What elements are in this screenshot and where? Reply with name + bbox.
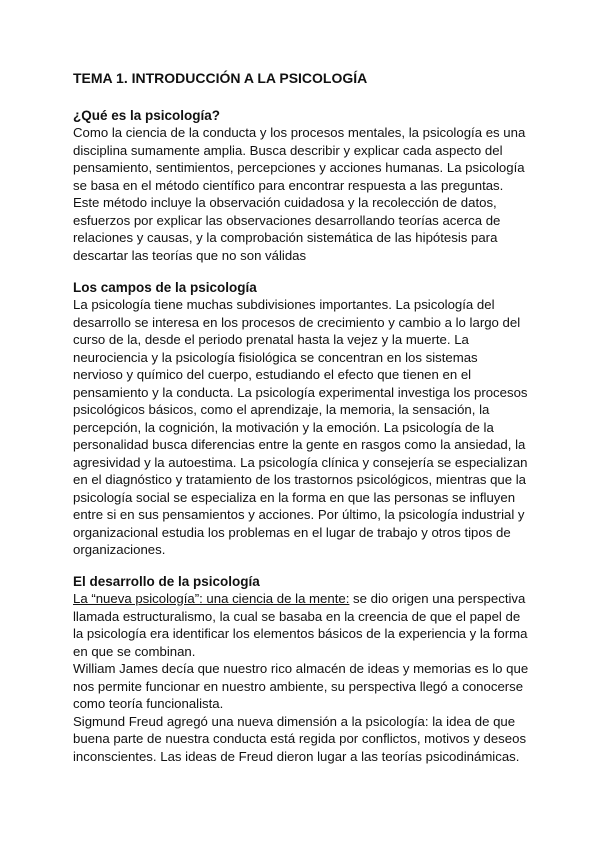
paragraph-line: en que se combinan. [73,643,196,659]
paragraph-line: pensamiento, sentimientos, percepciones y acciones humanas. La psicología [73,160,525,175]
paragraph-line: psicología social se especializa en la forma en que las personas se influyen [73,489,516,505]
section-paragraph-campos [73,296,533,559]
paragraph-line: llamada estructuralismo, la cual se basaba en la creencia de que el papel de [73,608,521,624]
paragraph-line: Sigmund Freud agregó una nueva dimensión a la psicología: la idea de que [73,713,516,729]
section-paragraph-que-es [73,124,533,264]
paragraph-line: pensamiento y la conducta. La psicología experimental investiga los procesos [73,384,528,400]
section-paragraph-desarrollo [73,590,533,765]
section-heading-desarrollo: El desarrollo de la psicología [73,574,260,589]
paragraph-line: nos permite funcionar en nuestro ambiente, su perspectiva llegó a conocerse [73,678,524,694]
paragraph-line: en el diagnóstico y tratamiento de los trastornos psicológicos, mientras que la [73,472,527,487]
paragraph-line: percepción, la cognición, la motivación y la emoción. La psicología de la [73,419,494,435]
paragraph-line: descartar las teorías que no son válidas [73,247,307,263]
paragraph-line: entre si en sus pensamientos y acciones. Por último, la psicología industrial y [73,507,525,522]
paragraph-line: psicológicos básicos, como el aprendizaje, la memoria, la sensación, la [73,402,490,417]
paragraph-line: organizaciones. [73,542,166,557]
paragraph-line: la psicología era identificar los elementos básicos de la experiencia y la forma [73,626,528,641]
paragraph-line: Como la ciencia de la conducta y los procesos mentales, la psicología es una [73,125,526,140]
paragraph-line: organizacional estudia los problemas en el lugar de trabajo y otros tipos de [73,524,511,540]
paragraph-line: como teoría funcionalista. [73,696,224,711]
paragraph-line: inconscientes. Las ideas de Freud dieron lugar a las teorías psicodinámicas. [73,748,520,764]
paragraph-line: Este método incluye la observación cuidadosa y la recolección de datos, [73,195,497,210]
paragraph-line: buena parte de nuestra conducta está regida por conflictos, motivos y deseos [73,731,527,746]
paragraph-line: William James decía que nuestro rico almacén de ideas y memorias es lo que [73,661,529,676]
paragraph-lead-line [73,590,533,608]
document-title: TEMA 1. INTRODUCCIÓN A LA PSICOLOGÍA [73,70,368,86]
paragraph-line: desarrollo se interesa en los procesos de crecimiento y cambio a lo largo del [73,314,521,330]
paragraph-line: nervioso y químico del cuerpo, estudiando el efecto que tienen en el [73,367,472,382]
paragraph-line: se basa en el método científico para encontrar respuesta a las preguntas. [73,177,504,193]
underlined-subtitle: La “nueva psicología”: una ciencia de la mente: [73,591,350,606]
paragraph-line: personalidad busca diferencias entre la gente en rasgos como la ansiedad, la [73,437,526,452]
paragraph-line: curso de la, desde el periodo prenatal hasta la vejez y la muerte. La [73,332,469,347]
lead-line-rest: se dio origen una perspectiva [349,591,526,606]
paragraph-line: disciplina sumamente amplia. Busca describir y explicar cada aspecto del [73,142,503,158]
paragraph-line: neurociencia y la psicología fisiológica se concentran en los sistemas [73,349,478,365]
paragraph-line: La psicología tiene muchas subdivisiones importantes. La psicología del [73,297,495,312]
paragraph-line: esfuerzos por explicar las observaciones desarrollando teorías acerca de [73,212,501,228]
paragraph-line: relaciones y causas, y la comprobación sistemática de las hipótesis para [73,230,498,245]
section-heading-que-es: ¿Qué es la psicología? [73,108,221,123]
section-heading-campos: Los campos de la psicología [73,280,257,295]
paragraph-line: agresividad y la autoestima. La psicología clínica y consejería se especializan [73,454,528,470]
